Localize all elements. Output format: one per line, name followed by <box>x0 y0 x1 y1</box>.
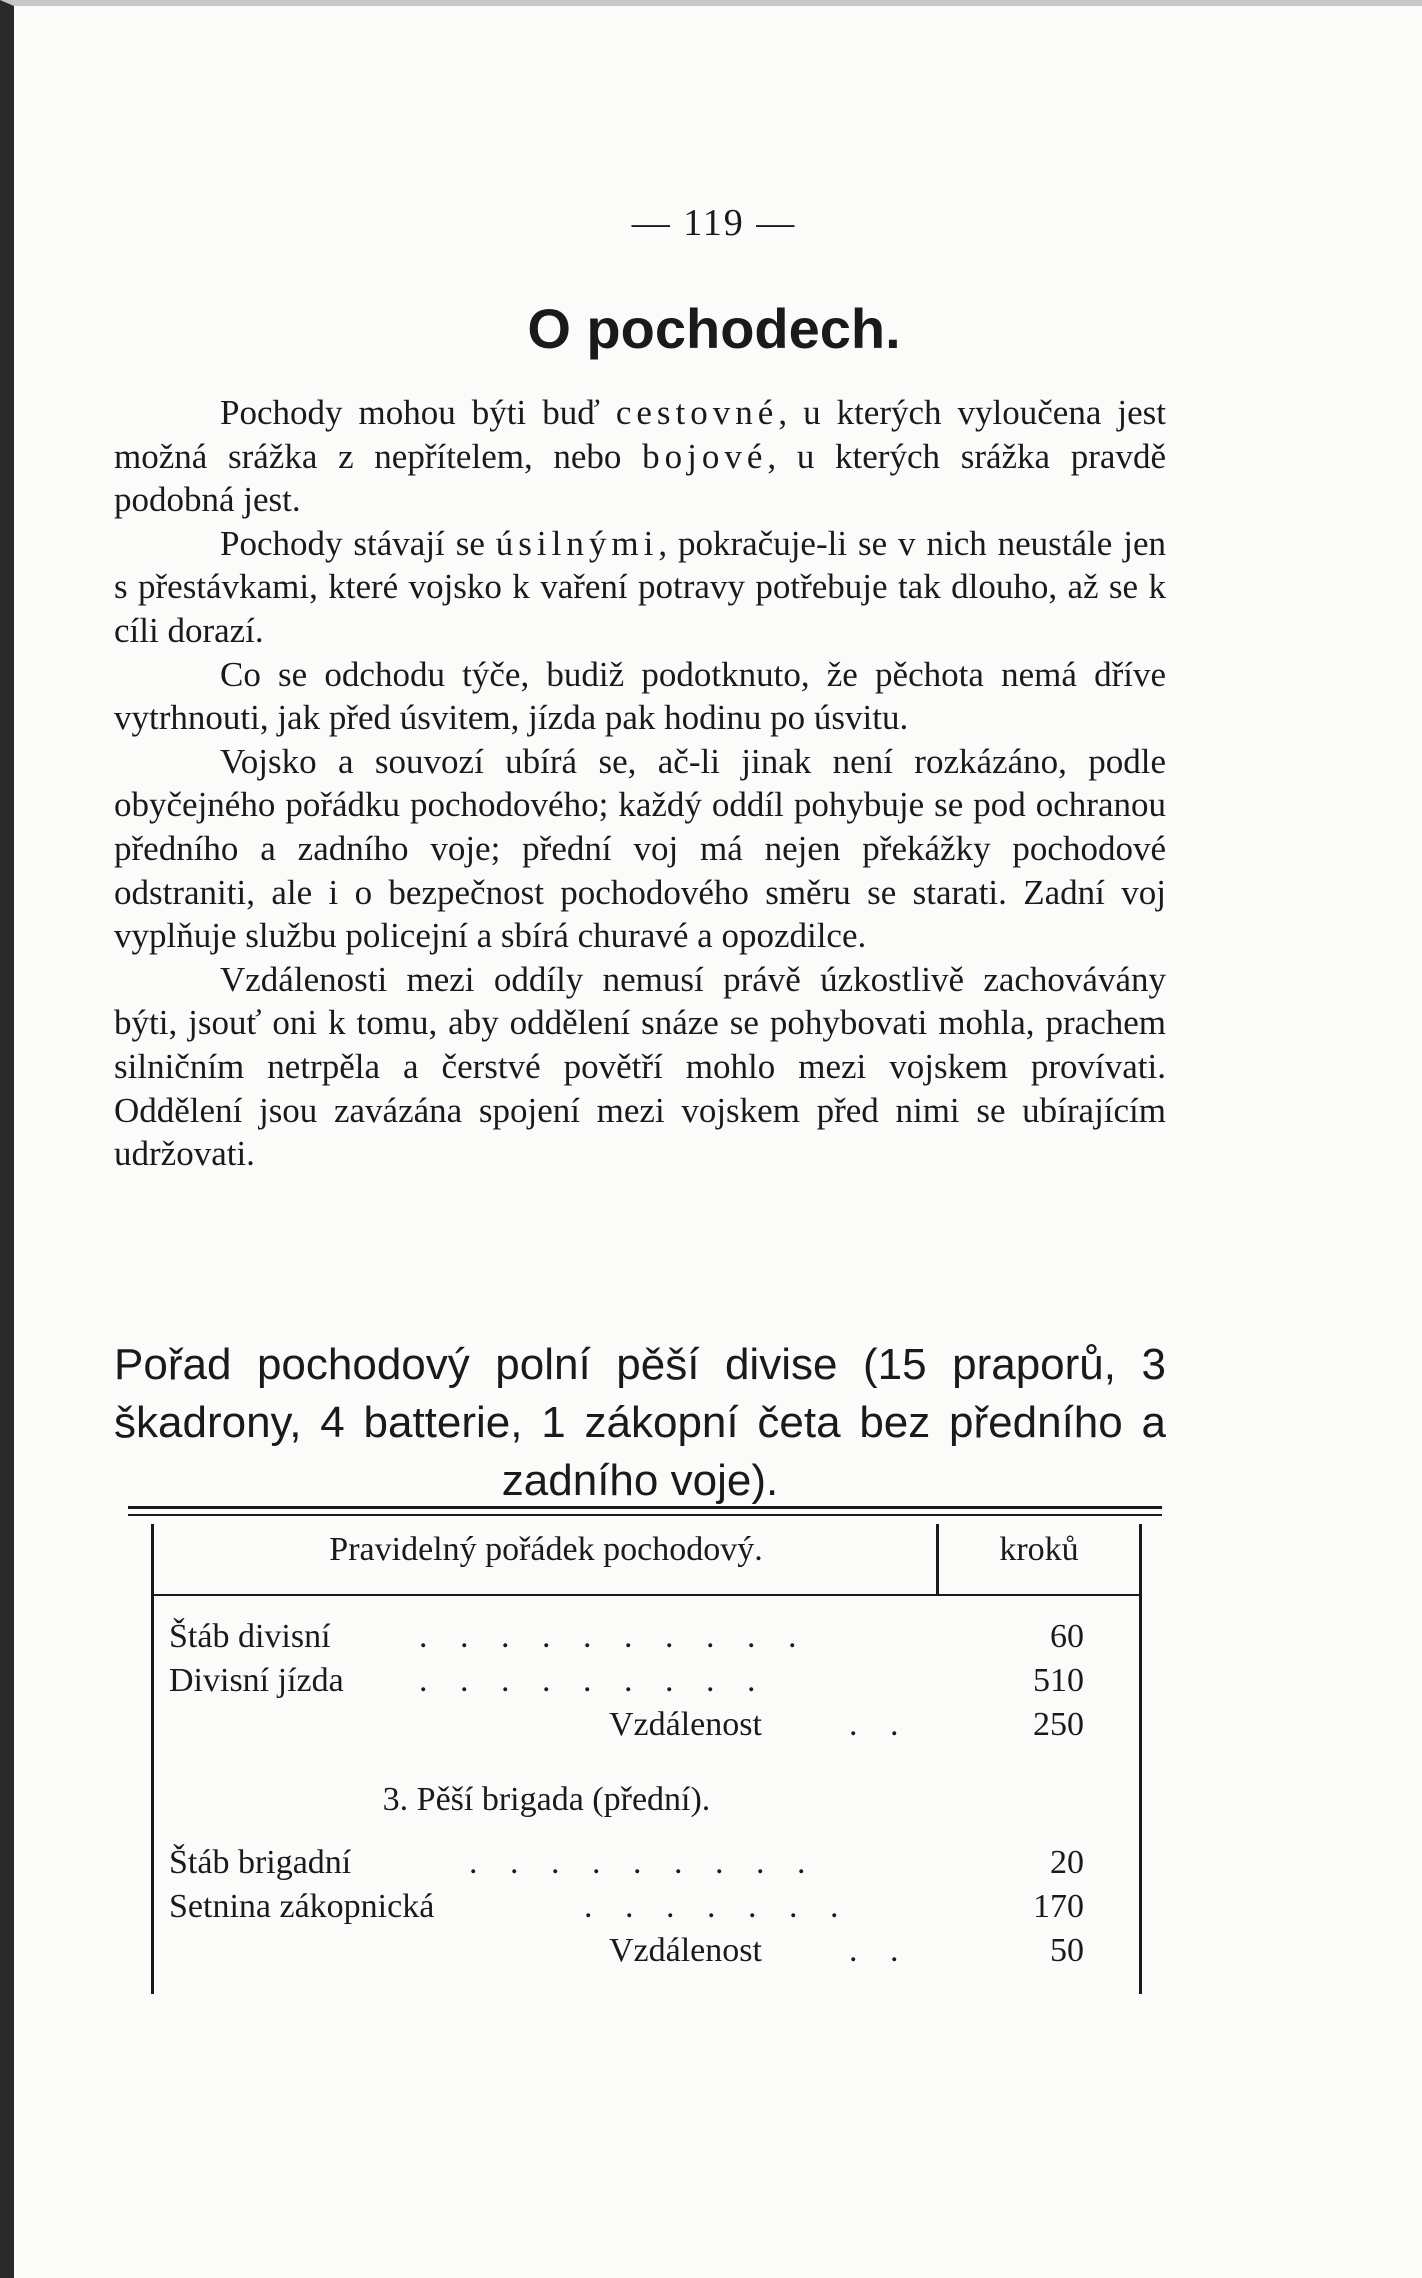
paragraph-2: Pochody stávají se úsilnými, pokračuje-li se v nich neustále jen s přestávkami, které vojsko k vaření potravy potřebuje tak dlouho, až se k cíli dorazí. <box>114 523 1166 650</box>
table-row: Vzdálenost . . 250 <box>609 1706 1084 1743</box>
table-row: Štáb divisní . . . . . . . . . . 60 <box>169 1618 1084 1655</box>
group-heading: 3. Pěší brigada (přední). <box>382 1781 711 1818</box>
header-rule <box>154 1594 1139 1596</box>
column-header-steps: kroků <box>999 1531 1079 1568</box>
table-row: Setnina zákopnická . . . . . . . 170 <box>169 1888 1084 1925</box>
body-text <box>114 391 1166 1176</box>
column-header-order: Pravidelný pořádek pochodový. <box>329 1531 763 1568</box>
chapter-title: O pochodech. <box>527 297 901 360</box>
table-top-rule <box>128 1506 1162 1509</box>
paragraph-4: Vojsko a souvozí ubírá se, ač-li jinak není rozkázáno, podle obyčejného pořádku pochodového; každý oddíl pohybuje se pod ochranou předního a zadního voje; přední voj má nejen překážky pochodové odstraniti, ale i o bezpečnost pochodového směru se starati. Zadní voj vyplňuje službu policejní a sbírá churavé a opozdilce. <box>114 741 1166 956</box>
page-number: — 119 — <box>631 202 797 244</box>
table-row: Štáb brigadní . . . . . . . . . 20 <box>169 1844 1084 1881</box>
section-title: Pořad pochodový polní pěší divise (15 praporů, 3 škadrony, 4 batterie, 1 zákopní četa bez předního a zadního voje). <box>114 1340 1166 1505</box>
table-row: Divisní jízda . . . . . . . . . 510 <box>169 1662 1084 1699</box>
table-row: Vzdálenost . . 50 <box>609 1932 1084 1969</box>
paragraph-3: Co se odchodu týče, budiž podotknuto, že pěchota nemá dříve vytrhnouti, jak před úsvitem, jízda pak hodinu po úsvitu. <box>114 654 1166 738</box>
table-top-rule-thin <box>128 1514 1162 1516</box>
paragraph-1: Pochody mohou býti buď cestovné, u kterých vyloučena jest možná srážka z nepřítelem, nebo bojové, u kterých srážka pravdě podobná jest. <box>114 393 1166 520</box>
table-right-border <box>1139 1524 1142 1994</box>
paragraph-5: Vzdálenosti mezi oddíly nemusí právě úzkostlivě zachovávány býti, jsouť oni k tomu, aby oddělení snáze se pohybovati mohla, prachem silničním netrpěla a čerstvé povětří mohlo mezi vojskem provívati. Oddělení jsou zavázána spojení mezi vojskem před nimi se ubírajícím udržovati. <box>114 959 1166 1174</box>
